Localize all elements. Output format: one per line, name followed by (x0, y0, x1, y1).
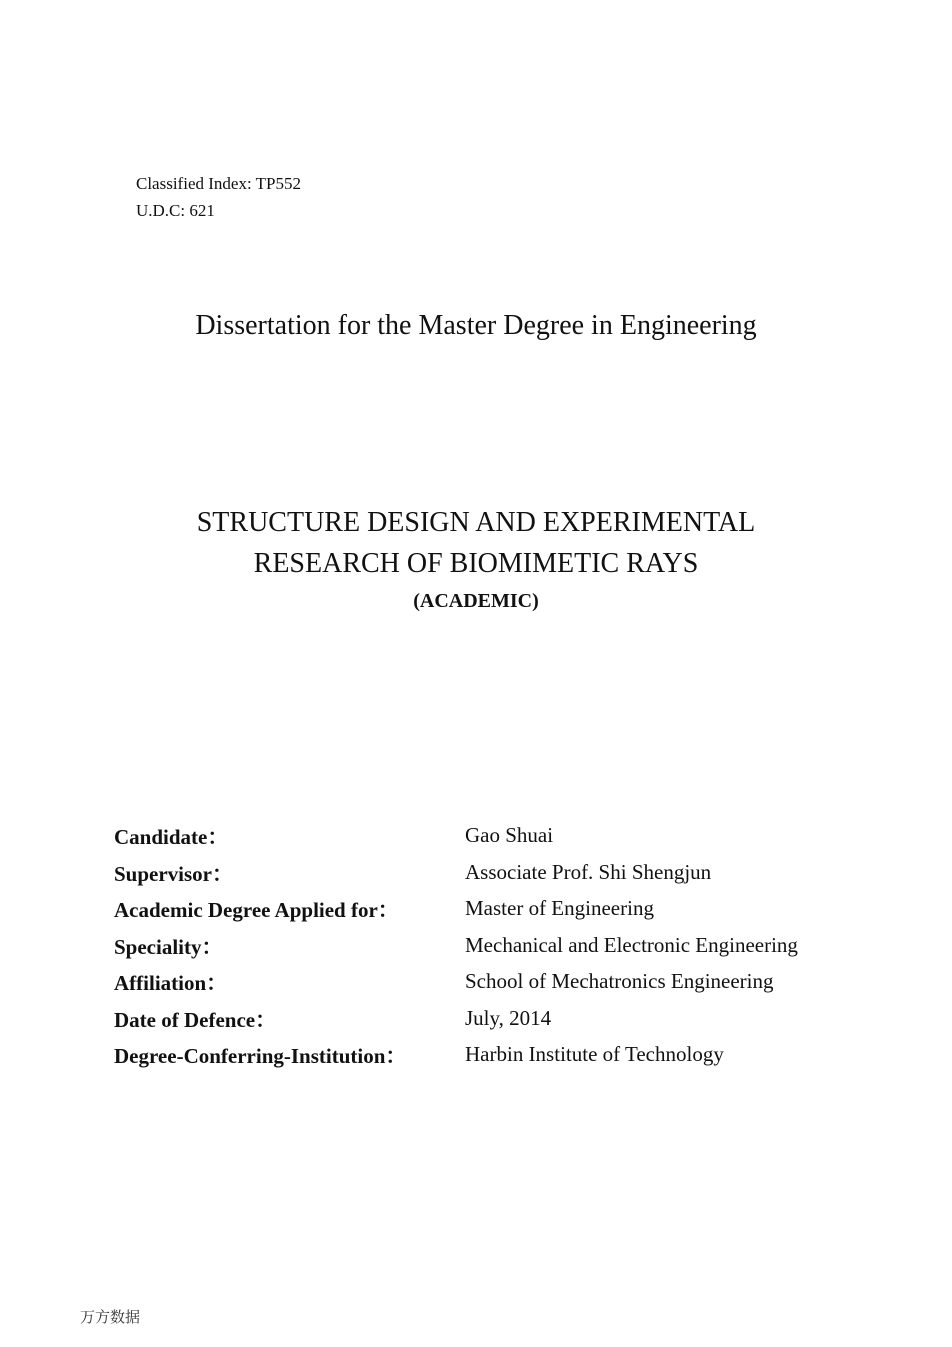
speciality-value: Mechanical and Electronic Engineering (465, 932, 798, 957)
udc-code: U.D.C: 621 (136, 201, 215, 220)
info-row-institution (114, 1041, 854, 1078)
info-row-affiliation (114, 968, 854, 1005)
candidate-label: Candidate： (114, 825, 229, 849)
info-row-degree (114, 895, 854, 932)
thesis-title-line-1: STRUCTURE DESIGN AND EXPERIMENTAL (196, 507, 756, 538)
degree-applied-value: Master of Engineering (465, 896, 654, 920)
info-row-date (114, 1005, 854, 1042)
affiliation-label: Affiliation： (114, 971, 228, 995)
supervisor-label: Supervisor： (114, 861, 234, 886)
thesis-title-line-2: RESEARCH OF BIOMIMETIC RAYS (253, 548, 699, 579)
speciality-label: Speciality： (114, 934, 223, 959)
thesis-type: (ACADEMIC) (413, 590, 539, 612)
defence-date-value: July, 2014 (465, 1005, 552, 1030)
source-watermark: 万方数据 (80, 1308, 141, 1326)
institution-label: Degree-Conferring-Institution： (114, 1044, 407, 1068)
affiliation-value: School of Mechatronics Engineering (465, 969, 774, 993)
supervisor-value: Associate Prof. Shi Shengjun (465, 859, 712, 884)
info-row-supervisor (114, 859, 854, 896)
classified-index: Classified Index: TP552 (136, 174, 301, 193)
info-row-candidate (114, 822, 854, 859)
defence-date-label: Date of Defence： (114, 1007, 277, 1032)
degree-title: Dissertation for the Master Degree in Engineering (195, 310, 757, 341)
institution-value: Harbin Institute of Technology (465, 1042, 724, 1066)
degree-applied-label: Academic Degree Applied for： (114, 898, 399, 922)
candidate-value: Gao Shuai (465, 823, 554, 847)
candidate-info-table (114, 822, 854, 1078)
info-row-speciality (114, 932, 854, 969)
